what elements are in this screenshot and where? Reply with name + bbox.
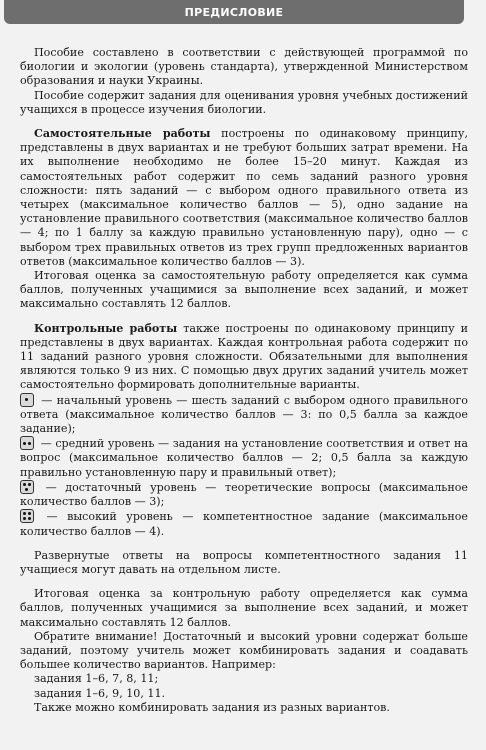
level-sufficient (20, 480, 468, 509)
control-works-grading: Итоговая оценка за контрольную работу определяется как сумма баллов, полученных учащимися за выполнение всех заданий, и может максимально составлять 12 баллов. (20, 587, 468, 629)
preface-text (20, 46, 468, 715)
example-variant-2: задания 1–6, 9, 10, 11. (34, 686, 166, 700)
control-works-paragraph (20, 322, 468, 393)
control-works-description: также построены по одинаковому принципу и представлены в двух вариантах. Каждая контрольная работа содержит по 11 заданий разного уровня сложности. Обязательными для выполнения являются только 9 из них. С помощью двух других заданий учитель может самостоятельно формировать дополнительные варианты. (20, 321, 468, 392)
dice-three-icon (20, 480, 34, 494)
intro-paragraph-2: Пособие содержит задания для оценивания уровня учебных достижений учащихся в процессе изучения биологии. (20, 88, 468, 116)
attention-paragraph: Обратите внимание! Достаточный и высокий уровни содержат больше заданий, поэтому учитель может комбинировать задания и соадавать большее количество вариантов. Например: (20, 629, 468, 672)
dice-four-icon (20, 509, 34, 523)
dice-one-icon (20, 393, 34, 407)
level-sufficient-text: — достаточный уровень — теоретические вопросы (максимальное количество баллов — 3); (20, 480, 468, 509)
section-title: ПРЕДИСЛОВИЕ (184, 5, 284, 19)
control-works-title: Контрольные работы (34, 321, 178, 335)
independent-works-grading: Итоговая оценка за самостоятельную работу определяется как сумма баллов, полученных учащимися за выполнение всех заданий, и может максимально составлять 12 баллов. (20, 269, 468, 311)
level-medium-text: — средний уровень — задания на установление соответствия и ответ на вопрос (максимальное количество баллов — 2; 0,5 балла за каждую правильно установленную пару и правильный ответ); (20, 437, 468, 479)
independent-works-title: Самостоятельные работы (34, 127, 211, 141)
level-high-text: — высокий уровень — компетентностное задание (максимальное количество баллов — 4). (20, 510, 468, 538)
level-medium (20, 436, 468, 480)
example-variant-1: задания 1–6, 7, 8, 11; (34, 672, 159, 686)
independent-works-paragraph (20, 127, 468, 269)
level-high (20, 509, 468, 538)
level-initial-text: — начальный уровень — шесть заданий с выбором одного правильного ответа (максимальное количество баллов — 3: по 0,5 балла за каждое задание); (20, 393, 468, 436)
independent-works-description: построены по одинаковому принципу, представлены в двух вариантах и не требуют больших затрат времени. На их выполнение необходимо не более 15–20 минут. Каждая из самостоятельных работ содержит по семь заданий разного уровня сложности: пять заданий — с выбором одного правильного ответа из четырех (максимальное количество баллов — 5), одно задание на установление правильного соответствия (максимальное количество баллов — 4; по 1 баллу за каждую правильно установленную пару), одно — с выбором трех правильных ответов из трех групп предложенных вариантов ответов (максимальное количество баллов — 3). (20, 127, 468, 268)
section-header (4, 0, 464, 24)
detailed-answers-paragraph: Развернутые ответы на вопросы компетентностного задания 11 учащиеся могут давать на отдельном листе. (20, 548, 468, 576)
intro-paragraph-1: Пособие составлено в соответствии с действующей программой по биологии и экологии (уровень стандарта), утвержденной Министерством образования и науки Украины. (20, 46, 468, 88)
dice-two-icon (20, 436, 34, 450)
combine-variants-paragraph: Также можно комбинировать задания из разных вариантов. (34, 700, 390, 714)
level-initial (20, 393, 468, 437)
